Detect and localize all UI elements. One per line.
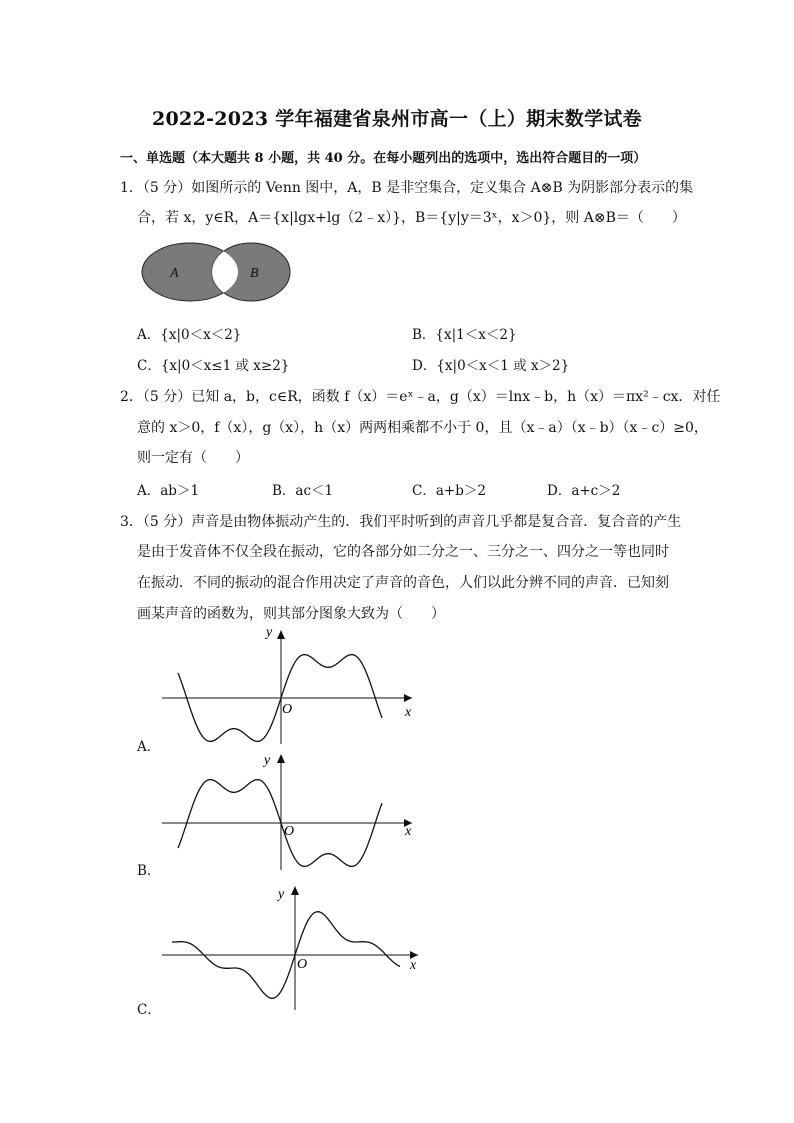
q2-line1: 2．（5 分）已知 a，b，c∈R，函数 f（x）＝eˣ﹣a，g（x）＝lnx﹣b，h（x）＝πx²﹣cx．对任 (120, 389, 721, 405)
axis-y-label: y (266, 625, 273, 640)
q3-option-a-label: A． (137, 739, 161, 755)
q1-option-a: A．{x|0＜x＜2} (137, 327, 242, 343)
section-heading: 一、单选题（本大题共 8 小题，共 40 分。在每小题列出的选项中，选出符合题目的一项） (120, 151, 647, 166)
q2-option-c: C．a+b＞2 (412, 483, 486, 499)
q2-line3: 则一定有（ ） (137, 450, 249, 466)
q3-line2: 是由于发音体不仅全段在振动，它的各部分如二分之一、三分之一、四分之一等也同时 (137, 544, 669, 560)
origin-label: O (284, 824, 295, 839)
venn-label-b: B (250, 266, 259, 281)
q1-line2: 合，若 x，y∈R，A＝{x|lgx+lg（2﹣x）}，B＝{y|y＝3ˣ，x＞0}，则 A⊗B＝（ ） (137, 210, 686, 226)
venn-label-a: A (170, 266, 179, 281)
q2-line2: 意的 x＞0，f（x），g（x），h（x）两两相乘都不小于 0，且（x﹣a）（x﹣b）（x﹣c）≥0， (137, 420, 708, 436)
q3-line3: 在振动．不同的振动的混合作用决定了声音的音色，人们以此分辨不同的声音．已知刻 (137, 575, 669, 591)
axis-x-label: x (410, 958, 417, 973)
axis-x-label: x (405, 824, 412, 839)
q2-option-d: D．a+c＞2 (547, 483, 621, 499)
q3-option-b-label: B． (137, 863, 161, 879)
graph-option-c (160, 882, 425, 1020)
page-title: 2022-2023 学年福建省泉州市高一（上）期末数学试卷 (152, 108, 642, 130)
q1-option-c: C．{x|0＜x≤1 或 x≥2} (137, 358, 290, 374)
graph-option-a (160, 622, 420, 750)
q3-line1: 3．（5 分）声音是由物体振动产生的．我们平时听到的声音几乎都是复合音．复合音的产生 (120, 514, 682, 530)
axis-x-label: x (405, 705, 412, 720)
origin-label: O (282, 702, 293, 717)
graph-option-b (160, 748, 420, 876)
q1-option-b: B．{x|1＜x＜2} (412, 327, 517, 343)
axis-y-label: y (278, 887, 285, 902)
q1-line1: 1．（5 分）如图所示的 Venn 图中，A，B 是非空集合，定义集合 A⊗B 为阴影部分表示的集 (120, 180, 694, 196)
q1-option-d: D．{x|0＜x＜1 或 x＞2} (412, 358, 570, 374)
venn-diagram (130, 236, 300, 311)
axis-y-label: y (264, 753, 271, 768)
q3-line4: 画某声音的函数为，则其部分图象大致为（ ） (137, 606, 445, 622)
q3-option-c-label: C． (137, 1002, 161, 1018)
q2-option-b: B．ac＜1 (272, 483, 334, 499)
origin-label: O (297, 957, 308, 972)
q2-option-a: A．ab＞1 (137, 483, 200, 499)
